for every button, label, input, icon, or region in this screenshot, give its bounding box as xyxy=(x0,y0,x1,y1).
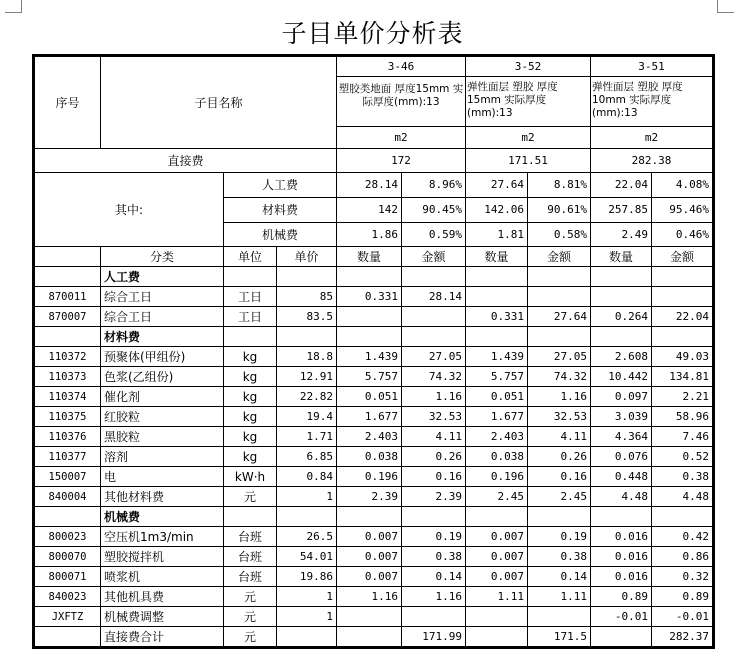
item-amount: 74.32 xyxy=(528,367,591,387)
item-amount: 0.42 xyxy=(652,527,714,547)
empty-cell xyxy=(224,327,277,347)
item-code: 110373 xyxy=(34,367,101,387)
item-unit: 台班 xyxy=(224,567,277,587)
item-amount: 0.89 xyxy=(652,587,714,607)
item-amount: 27.05 xyxy=(528,347,591,367)
empty-cell xyxy=(652,327,714,347)
empty-cell xyxy=(337,267,402,287)
page-corner-mark-left xyxy=(5,0,22,13)
item-code: 110372 xyxy=(34,347,101,367)
item-price: 1 xyxy=(277,487,337,507)
item-code xyxy=(34,327,101,347)
item-code: 150007 xyxy=(34,467,101,487)
item-amount: 171.99 xyxy=(402,627,466,648)
item-unit: 台班 xyxy=(224,527,277,547)
item-qty xyxy=(466,287,528,307)
item-unit: 工日 xyxy=(224,287,277,307)
empty-cell xyxy=(466,267,528,287)
item-amount: 0.19 xyxy=(528,527,591,547)
item-unit: 台班 xyxy=(224,547,277,567)
item-qty: 5.757 xyxy=(337,367,402,387)
item-amount: 0.32 xyxy=(652,567,714,587)
item-name: 塑胶搅拌机 xyxy=(101,547,224,567)
breakdown-amount: 27.64 xyxy=(466,173,528,198)
empty-cell xyxy=(402,267,466,287)
item-unit: 元 xyxy=(224,627,277,648)
item-amount: 1.16 xyxy=(528,387,591,407)
item-qty xyxy=(591,627,652,648)
item-name: 综合工日 xyxy=(101,307,224,327)
empty-cell xyxy=(466,507,528,527)
item-unit: kW·h xyxy=(224,467,277,487)
item-amount: 2.45 xyxy=(528,487,591,507)
empty-cell xyxy=(528,507,591,527)
breakdown-percent: 4.08% xyxy=(652,173,714,198)
item-amount: 27.05 xyxy=(402,347,466,367)
item-amount: 0.52 xyxy=(652,447,714,467)
item-qty: 2.45 xyxy=(466,487,528,507)
section-row xyxy=(34,267,714,287)
item-qty: 0.038 xyxy=(337,447,402,467)
item-name: 其他机具费 xyxy=(101,587,224,607)
name-header: 子目名称 xyxy=(101,56,337,149)
item-qty: 1.439 xyxy=(466,347,528,367)
item-name: 溶剂 xyxy=(101,447,224,467)
item-unit: m2 xyxy=(591,127,714,149)
item-amount: 1.16 xyxy=(402,587,466,607)
item-amount: 0.16 xyxy=(402,467,466,487)
table-row xyxy=(34,407,714,427)
item-unit: 元 xyxy=(224,587,277,607)
item-name: 红胶粒 xyxy=(101,407,224,427)
table-row xyxy=(34,567,714,587)
item-qty: 0.007 xyxy=(337,527,402,547)
detail-header-unit: 单位 xyxy=(224,247,277,267)
item-code: 800070 xyxy=(34,547,101,567)
item-name: 催化剂 xyxy=(101,387,224,407)
breakdown-amount: 142 xyxy=(337,198,402,223)
item-qty: 0.016 xyxy=(591,527,652,547)
item-amount: 27.64 xyxy=(528,307,591,327)
section-title: 机械费 xyxy=(101,507,224,527)
item-code: 110376 xyxy=(34,427,101,447)
breakdown-amount: 1.81 xyxy=(466,223,528,247)
item-name: 色浆(乙组份) xyxy=(101,367,224,387)
breakdown-amount: 28.14 xyxy=(337,173,402,198)
page-corner-mark-right xyxy=(717,0,734,13)
item-code: 3-46 xyxy=(337,56,466,77)
item-code: 870011 xyxy=(34,287,101,307)
item-unit: m2 xyxy=(337,127,466,149)
item-amount: 2.39 xyxy=(402,487,466,507)
direct-cost-row xyxy=(34,149,714,173)
detail-header-qty: 数量 xyxy=(591,247,652,267)
item-qty: 0.007 xyxy=(337,547,402,567)
empty-cell xyxy=(591,507,652,527)
empty-cell xyxy=(591,327,652,347)
item-amount: 74.32 xyxy=(402,367,466,387)
detail-header-price: 单价 xyxy=(277,247,337,267)
table-row xyxy=(34,307,714,327)
seq-header: 序号 xyxy=(34,56,101,149)
item-price: 83.5 xyxy=(277,307,337,327)
item-amount: 49.03 xyxy=(652,347,714,367)
breakdown-percent: 90.45% xyxy=(402,198,466,223)
item-qty: 1.16 xyxy=(337,587,402,607)
item-qty: 5.757 xyxy=(466,367,528,387)
table-row xyxy=(34,547,714,567)
empty-cell xyxy=(591,267,652,287)
item-amount: 0.38 xyxy=(652,467,714,487)
item-qty: 2.39 xyxy=(337,487,402,507)
item-amount xyxy=(402,607,466,627)
empty-cell xyxy=(337,327,402,347)
item-code xyxy=(34,507,101,527)
breakdown-percent: 8.81% xyxy=(528,173,591,198)
item-qty: 2.403 xyxy=(466,427,528,447)
item-qty: 0.016 xyxy=(591,547,652,567)
item-price: 1.71 xyxy=(277,427,337,447)
empty-cell xyxy=(224,267,277,287)
item-price xyxy=(277,627,337,648)
item-qty: 0.007 xyxy=(337,567,402,587)
empty-cell xyxy=(402,507,466,527)
breakdown-percent: 0.58% xyxy=(528,223,591,247)
direct-cost-label: 直接费 xyxy=(34,149,337,173)
item-unit: kg xyxy=(224,367,277,387)
detail-header-qty: 数量 xyxy=(337,247,402,267)
item-qty: 0.331 xyxy=(337,287,402,307)
item-code xyxy=(34,267,101,287)
item-qty xyxy=(337,627,402,648)
item-name: 直接费合计 xyxy=(101,627,224,648)
detail-header-row xyxy=(34,247,714,267)
item-qty: 2.403 xyxy=(337,427,402,447)
item-amount: 7.46 xyxy=(652,427,714,447)
item-name: 综合工日 xyxy=(101,287,224,307)
item-amount xyxy=(652,287,714,307)
direct-cost-value: 172 xyxy=(337,149,466,173)
item-qty: 0.196 xyxy=(466,467,528,487)
item-code: 800071 xyxy=(34,567,101,587)
item-qty: 10.442 xyxy=(591,367,652,387)
item-code: 3-52 xyxy=(466,56,591,77)
table-row xyxy=(34,487,714,507)
table-row xyxy=(34,387,714,407)
item-code: 800023 xyxy=(34,527,101,547)
item-name: 空压机1m3/min xyxy=(101,527,224,547)
empty-cell xyxy=(277,267,337,287)
item-qty: 1.677 xyxy=(466,407,528,427)
empty-cell xyxy=(466,327,528,347)
breakdown-percent: 0.46% xyxy=(652,223,714,247)
item-price: 85 xyxy=(277,287,337,307)
item-qty: -0.01 xyxy=(591,607,652,627)
item-amount: 1.11 xyxy=(528,587,591,607)
item-amount: 32.53 xyxy=(528,407,591,427)
item-unit: kg xyxy=(224,427,277,447)
item-qty xyxy=(337,607,402,627)
detail-header-code xyxy=(34,247,101,267)
item-amount: 4.48 xyxy=(652,487,714,507)
item-amount xyxy=(528,287,591,307)
table-row xyxy=(34,347,714,367)
item-code xyxy=(34,627,101,648)
item-price: 22.82 xyxy=(277,387,337,407)
item-qty: 0.89 xyxy=(591,587,652,607)
item-unit: 元 xyxy=(224,487,277,507)
item-qty: 3.039 xyxy=(591,407,652,427)
item-qty xyxy=(591,287,652,307)
section-title: 材料费 xyxy=(101,327,224,347)
item-unit: m2 xyxy=(466,127,591,149)
table-row xyxy=(34,427,714,447)
breakdown-label: 其中: xyxy=(34,173,224,247)
item-amount: 0.14 xyxy=(402,567,466,587)
item-price: 26.5 xyxy=(277,527,337,547)
item-qty xyxy=(466,627,528,648)
breakdown-percent: 95.46% xyxy=(652,198,714,223)
item-code: 840004 xyxy=(34,487,101,507)
item-code-row xyxy=(34,56,714,77)
item-amount: 32.53 xyxy=(402,407,466,427)
item-name: 电 xyxy=(101,467,224,487)
item-qty: 0.097 xyxy=(591,387,652,407)
table-row xyxy=(34,527,714,547)
item-qty: 0.007 xyxy=(466,567,528,587)
item-amount: 4.11 xyxy=(402,427,466,447)
item-amount xyxy=(402,307,466,327)
item-code: 870007 xyxy=(34,307,101,327)
table-row xyxy=(34,627,714,648)
item-qty: 2.608 xyxy=(591,347,652,367)
item-qty xyxy=(466,607,528,627)
item-unit: kg xyxy=(224,447,277,467)
item-price: 0.84 xyxy=(277,467,337,487)
item-code: 110374 xyxy=(34,387,101,407)
table-row xyxy=(34,367,714,387)
item-price: 19.4 xyxy=(277,407,337,427)
table-row xyxy=(34,587,714,607)
item-description: 塑胶类地面 厚度15mm 实际厚度(mm):13 xyxy=(337,77,466,127)
item-amount: 1.16 xyxy=(402,387,466,407)
breakdown-category: 材料费 xyxy=(224,198,337,223)
item-unit: 元 xyxy=(224,607,277,627)
direct-cost-value: 282.38 xyxy=(591,149,714,173)
item-amount: 58.96 xyxy=(652,407,714,427)
table-row xyxy=(34,287,714,307)
item-qty: 0.448 xyxy=(591,467,652,487)
item-amount: 0.14 xyxy=(528,567,591,587)
item-description: 弹性面层 塑胶 厚度10mm 实际厚度(mm):13 xyxy=(591,77,714,127)
item-qty: 1.11 xyxy=(466,587,528,607)
item-amount: 0.38 xyxy=(528,547,591,567)
detail-header-amount: 金额 xyxy=(402,247,466,267)
item-amount: 134.81 xyxy=(652,367,714,387)
table-row xyxy=(34,607,714,627)
item-amount: 22.04 xyxy=(652,307,714,327)
item-code: 110375 xyxy=(34,407,101,427)
item-amount: 171.5 xyxy=(528,627,591,648)
empty-cell xyxy=(652,267,714,287)
breakdown-amount: 1.86 xyxy=(337,223,402,247)
item-amount: 282.37 xyxy=(652,627,714,648)
item-qty: 0.007 xyxy=(466,547,528,567)
empty-cell xyxy=(402,327,466,347)
direct-cost-value: 171.51 xyxy=(466,149,591,173)
item-name: 其他材料费 xyxy=(101,487,224,507)
empty-cell xyxy=(528,267,591,287)
item-qty: 0.007 xyxy=(466,527,528,547)
section-title: 人工费 xyxy=(101,267,224,287)
item-name: 预聚体(甲组份) xyxy=(101,347,224,367)
item-amount: 0.26 xyxy=(528,447,591,467)
item-amount xyxy=(528,607,591,627)
detail-header-category: 分类 xyxy=(101,247,224,267)
item-qty: 0.051 xyxy=(466,387,528,407)
item-qty: 1.677 xyxy=(337,407,402,427)
breakdown-amount: 142.06 xyxy=(466,198,528,223)
item-unit: kg xyxy=(224,347,277,367)
item-amount: 28.14 xyxy=(402,287,466,307)
item-name: 喷浆机 xyxy=(101,567,224,587)
item-price: 6.85 xyxy=(277,447,337,467)
item-amount: 0.38 xyxy=(402,547,466,567)
item-qty: 1.439 xyxy=(337,347,402,367)
unit-price-analysis-table xyxy=(32,54,715,649)
breakdown-percent: 8.96% xyxy=(402,173,466,198)
table-row xyxy=(34,467,714,487)
empty-cell xyxy=(277,507,337,527)
breakdown-amount: 22.04 xyxy=(591,173,652,198)
item-price: 54.01 xyxy=(277,547,337,567)
section-row xyxy=(34,507,714,527)
item-qty: 0.076 xyxy=(591,447,652,467)
empty-cell xyxy=(652,507,714,527)
item-amount: 4.11 xyxy=(528,427,591,447)
item-price: 19.86 xyxy=(277,567,337,587)
item-code: 110377 xyxy=(34,447,101,467)
item-qty xyxy=(337,307,402,327)
item-amount: 2.21 xyxy=(652,387,714,407)
empty-cell xyxy=(224,507,277,527)
item-unit: 工日 xyxy=(224,307,277,327)
item-qty: 0.264 xyxy=(591,307,652,327)
item-amount: -0.01 xyxy=(652,607,714,627)
item-amount: 0.19 xyxy=(402,527,466,547)
breakdown-row xyxy=(34,173,714,198)
breakdown-percent: 0.59% xyxy=(402,223,466,247)
page-title: 子目单价分析表 xyxy=(281,19,464,48)
empty-cell xyxy=(528,327,591,347)
item-qty: 4.48 xyxy=(591,487,652,507)
empty-cell xyxy=(337,507,402,527)
breakdown-percent: 90.61% xyxy=(528,198,591,223)
item-unit: kg xyxy=(224,387,277,407)
breakdown-amount: 257.85 xyxy=(591,198,652,223)
breakdown-category: 人工费 xyxy=(224,173,337,198)
item-qty: 0.051 xyxy=(337,387,402,407)
item-qty: 0.016 xyxy=(591,567,652,587)
item-price: 1 xyxy=(277,587,337,607)
item-code: 840023 xyxy=(34,587,101,607)
item-qty: 4.364 xyxy=(591,427,652,447)
detail-header-amount: 金额 xyxy=(528,247,591,267)
detail-header-qty: 数量 xyxy=(466,247,528,267)
item-qty: 0.196 xyxy=(337,467,402,487)
breakdown-category: 机械费 xyxy=(224,223,337,247)
item-amount: 0.16 xyxy=(528,467,591,487)
item-description: 弹性面层 塑胶 厚度15mm 实际厚度(mm):13 xyxy=(466,77,591,127)
empty-cell xyxy=(277,327,337,347)
item-qty: 0.331 xyxy=(466,307,528,327)
item-amount: 0.26 xyxy=(402,447,466,467)
breakdown-amount: 2.49 xyxy=(591,223,652,247)
detail-header-amount: 金额 xyxy=(652,247,714,267)
item-amount: 0.86 xyxy=(652,547,714,567)
item-code: 3-51 xyxy=(591,56,714,77)
table-row xyxy=(34,447,714,467)
item-name: 黑胶粒 xyxy=(101,427,224,447)
item-qty: 0.038 xyxy=(466,447,528,467)
section-row xyxy=(34,327,714,347)
item-name: 机械费调整 xyxy=(101,607,224,627)
item-unit: kg xyxy=(224,407,277,427)
item-price: 18.8 xyxy=(277,347,337,367)
item-price: 1 xyxy=(277,607,337,627)
item-code: JXFTZ xyxy=(34,607,101,627)
item-price: 12.91 xyxy=(277,367,337,387)
